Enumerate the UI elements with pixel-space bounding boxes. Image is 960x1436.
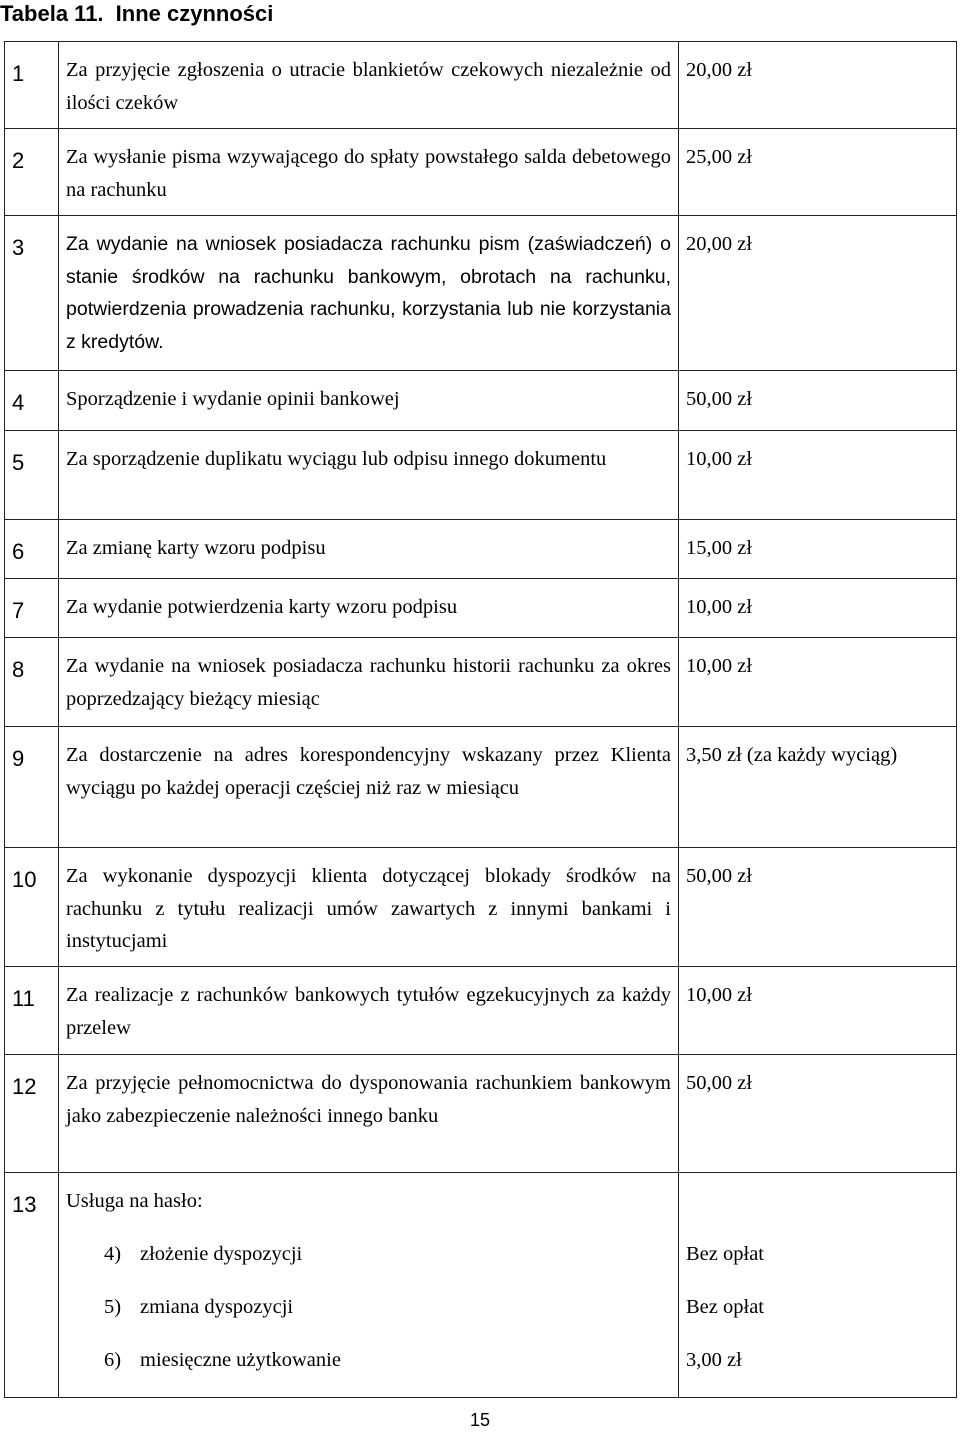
password-service-list	[66, 1238, 671, 1397]
row-number-cell	[5, 520, 59, 579]
table-row	[5, 1173, 957, 1398]
list-item-text: miesięczne użytkowanie	[140, 1349, 341, 1371]
list-marker: 5)	[104, 1296, 122, 1318]
row-number-cell	[5, 431, 59, 520]
list-item	[66, 1344, 671, 1397]
row-number-cell	[5, 371, 59, 431]
table-title	[0, 0, 273, 28]
row-fee: 10,00 zł	[686, 984, 753, 1006]
row-fee-cell	[679, 129, 957, 216]
list-item-text: zmiana dyspozycji	[140, 1296, 294, 1318]
row-number: 2	[12, 148, 25, 173]
row-description-cell	[59, 638, 679, 727]
list-item-fee: Bez opłat	[686, 1243, 764, 1265]
table-row	[5, 129, 957, 216]
table-row	[5, 727, 957, 848]
row-number-cell	[5, 727, 59, 848]
row-number: 1	[12, 61, 25, 86]
row-description: Za wydanie potwierdzenia karty wzoru podpisu	[66, 596, 458, 618]
row-description: Za przyjęcie zgłoszenia o utracie blankietów czekowych niezależnie od ilości czeków	[66, 59, 671, 114]
row-fee: 50,00 zł	[686, 1072, 753, 1094]
row-fee-cell	[679, 431, 957, 520]
row-fee: 50,00 zł	[686, 865, 753, 887]
list-marker: 6)	[104, 1349, 122, 1371]
row-fee: 20,00 zł	[686, 59, 753, 81]
row-description: Za realizacje z rachunków bankowych tytułów egzekucyjnych za każdy przelew	[66, 984, 671, 1039]
row-number-cell	[5, 42, 59, 129]
row-number: 7	[12, 598, 25, 623]
row-fee-cell	[679, 638, 957, 727]
row-description-cell	[59, 1055, 679, 1173]
row-number: 12	[12, 1074, 37, 1099]
table-row	[5, 371, 957, 431]
table-row	[5, 848, 957, 967]
row-number: 8	[12, 657, 25, 682]
row-description-cell	[59, 216, 679, 371]
row-number: 4	[12, 390, 25, 415]
row-description: Za sporządzenie duplikatu wyciągu lub odpisu innego dokumentu	[66, 448, 607, 470]
row-number-cell	[5, 579, 59, 638]
row-description: Za wykonanie dyspozycji klienta dotyczącej blokady środków na rachunku z tytułu realizacji umów zawartych z innymi bankami i instytucjami	[66, 865, 671, 952]
row-number: 5	[12, 450, 25, 475]
fees-table	[4, 41, 957, 1398]
list-item	[66, 1291, 671, 1344]
row-description-cell	[59, 520, 679, 579]
list-item-fee: Bez opłat	[686, 1296, 764, 1318]
row-description: Za przyjęcie pełnomocnictwa do dysponowania rachunkiem bankowym jako zabezpieczenie należności innego banku	[66, 1072, 671, 1127]
row-number-cell	[5, 638, 59, 727]
row-description-cell	[59, 848, 679, 967]
row-description-cell	[59, 371, 679, 431]
row-description-cell	[59, 1173, 679, 1398]
row-fee-cell	[679, 42, 957, 129]
row-number-cell	[5, 1173, 59, 1398]
table-row	[5, 431, 957, 520]
row-number-cell	[5, 848, 59, 967]
list-marker: 4)	[104, 1243, 122, 1265]
table-row	[5, 967, 957, 1055]
row-fee-cell	[679, 848, 957, 967]
row-fee-cell	[679, 1055, 957, 1173]
row-fee: 10,00 zł	[686, 596, 753, 618]
row-number: 6	[12, 539, 25, 564]
row-description: Za wydanie na wniosek posiadacza rachunku historii rachunku za okres poprzedzający bieżący miesiąc	[66, 655, 671, 710]
list-item-fee: 3,00 zł	[686, 1349, 742, 1371]
table-row	[5, 216, 957, 371]
table-row	[5, 520, 957, 579]
page-number: 15	[469, 1410, 491, 1430]
row-fee: 15,00 zł	[686, 537, 753, 559]
row-description: Za wysłanie pisma wzywającego do spłaty powstałego salda debetowego na rachunku	[66, 146, 671, 201]
row-description: Sporządzenie i wydanie opinii bankowej	[66, 388, 400, 410]
row-description: Za wydanie na wniosek posiadacza rachunku pism (zaświadczeń) o stanie środków na rachunku bankowym, obrotach na rachunku, potwierdzenia prowadzenia rachunku, korzystania lub nie korzystania z kredytów.	[66, 233, 671, 353]
table-row	[5, 638, 957, 727]
table-row	[5, 1055, 957, 1173]
table-row	[5, 579, 957, 638]
row-description-cell	[59, 42, 679, 129]
row-number-cell	[5, 1055, 59, 1173]
row-description-cell	[59, 727, 679, 848]
list-item-text: złożenie dyspozycji	[140, 1243, 303, 1265]
row-description-cell	[59, 431, 679, 520]
row-number-cell	[5, 967, 59, 1055]
row-number-cell	[5, 129, 59, 216]
row-number: 11	[12, 986, 35, 1011]
row-number: 3	[12, 235, 25, 260]
row-fee-cell	[679, 1173, 957, 1398]
row-fee: 10,00 zł	[686, 448, 753, 470]
table-title-label: Tabela 11.	[0, 1, 104, 26]
row-fee: 50,00 zł	[686, 388, 753, 410]
row-description: Za zmianę karty wzoru podpisu	[66, 537, 326, 559]
table-row	[5, 42, 957, 129]
row-fee-cell	[679, 727, 957, 848]
row-number: 13	[12, 1192, 37, 1217]
table-title-text: Inne czynności	[115, 1, 274, 26]
list-item	[66, 1238, 671, 1291]
row-fee: 20,00 zł	[686, 233, 753, 255]
row-fee-cell	[679, 371, 957, 431]
row-fee-cell	[679, 579, 957, 638]
row-number-cell	[5, 216, 59, 371]
row-fee: 25,00 zł	[686, 146, 753, 168]
row-description-cell	[59, 129, 679, 216]
row-description-cell	[59, 967, 679, 1055]
row-description: Usługa na hasło:	[66, 1190, 203, 1212]
row-description: Za dostarczenie na adres korespondencyjny wskazany przez Klienta wyciągu po każdej operacji częściej niż raz w miesiącu	[66, 744, 671, 799]
row-number: 10	[12, 867, 37, 892]
row-fee: 10,00 zł	[686, 655, 753, 677]
row-fee-cell	[679, 520, 957, 579]
row-fee-cell	[679, 967, 957, 1055]
password-service-fees	[686, 1238, 949, 1397]
row-fee: 3,50 zł (za każdy wyciąg)	[686, 744, 898, 766]
row-description-cell	[59, 579, 679, 638]
row-fee-cell	[679, 216, 957, 371]
row-number: 9	[12, 746, 25, 771]
